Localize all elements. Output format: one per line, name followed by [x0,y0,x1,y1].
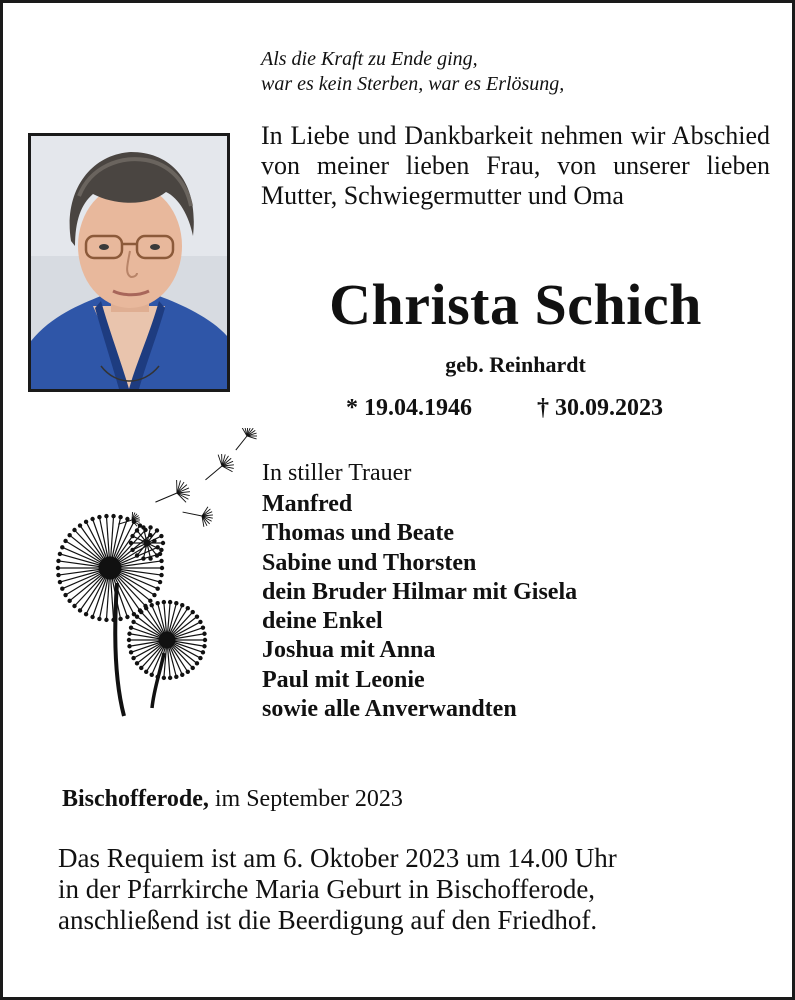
service-info [58,843,617,936]
mourner-4: deine Enkel [262,608,383,635]
place: Bischofferode, [62,786,209,812]
maiden-name: geb. Reinhardt [445,352,586,377]
mourner-3: dein Bruder Hilmar mit Gisela [262,578,578,605]
mourner-6: Paul mit Leonie [262,666,425,693]
poem-line-1: Als die Kraft zu Ende ging, [261,48,478,70]
mourning-intro: In stiller Trauer [262,460,412,486]
mourner-0: Manfred [262,491,353,517]
birth-date: * 19.04.1946 [346,395,472,421]
place-date [62,784,403,814]
service-line-2: in der Pfarrkirche Maria Geburt in Bischofferode, [58,874,596,904]
mourners-list [262,490,577,724]
mourner-2: Sabine und Thorsten [262,549,477,576]
poem-line-2: war es kein Sterben, war es Erlösung, [261,73,565,95]
mourner-5: Joshua mit Anna [262,637,436,664]
portrait-photo [28,133,230,392]
service-line-3: anschließend ist die Beerdigung auf den Friedhof. [58,905,598,935]
portrait-illustration [31,136,227,389]
dandelion-icon [52,428,267,723]
mourner-7: sowie alle Anverwandten [262,696,517,723]
mourner-1: Thomas und Beate [262,520,455,547]
deceased-name: Christa Schich [329,272,702,337]
poem-verse [261,47,564,97]
service-line-1: Das Requiem ist am 6. Oktober 2023 um 14.00 Uhr [58,843,617,873]
date: im September 2023 [214,786,403,812]
intro-text: In Liebe und Dankbarkeit nehmen wir Abschied von meiner lieben Frau, von unserer lieben Mutter, Schwiegermutter und Oma [261,121,770,210]
death-date: † 30.09.2023 [537,395,663,421]
